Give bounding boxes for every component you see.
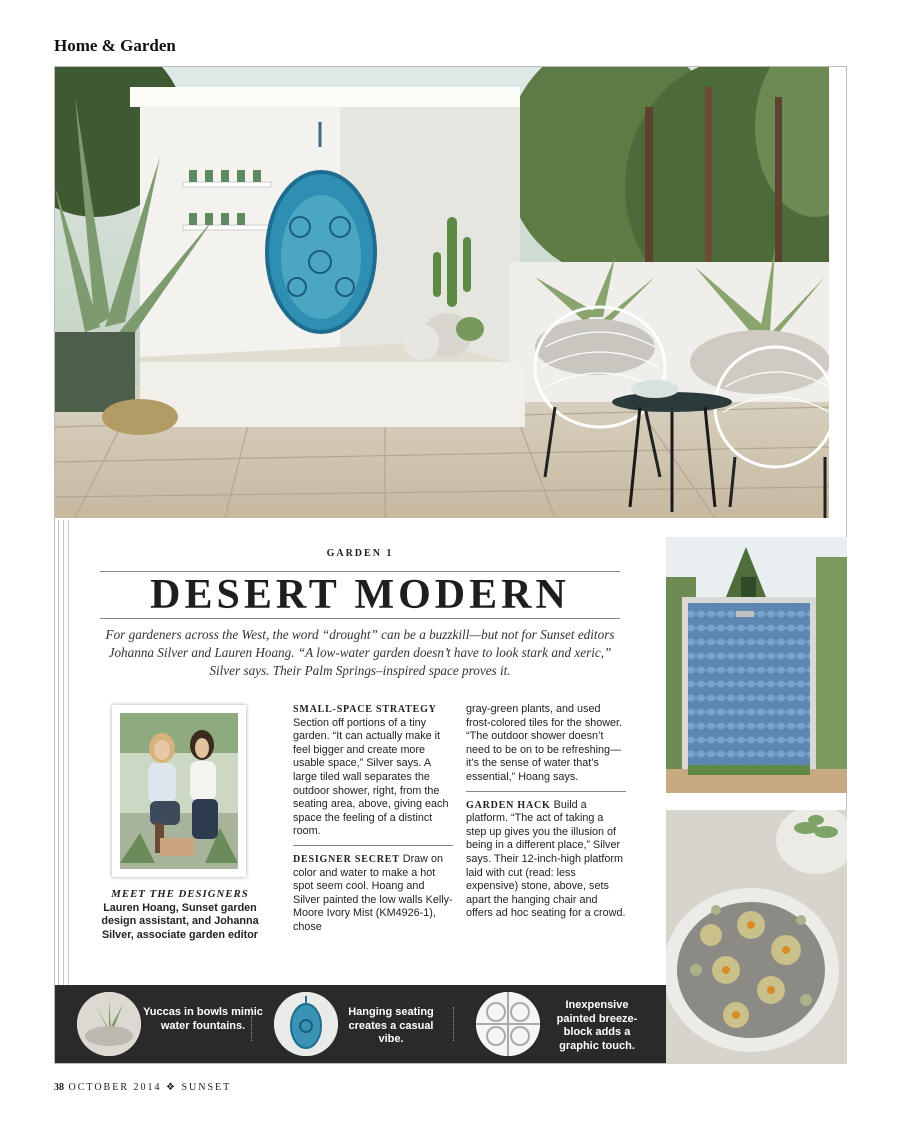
patio-garden-illustration bbox=[55, 67, 829, 518]
yucca-icon bbox=[77, 992, 141, 1056]
hero-photo bbox=[55, 67, 829, 518]
small-space-heading: SMALL-SPACE STRATEGY bbox=[293, 704, 437, 715]
article-kicker: GARDEN 1 bbox=[326, 548, 394, 559]
caption-hanging-seating: Hanging seating creates a casual vibe. bbox=[348, 1006, 434, 1045]
meet-designers-caption bbox=[100, 888, 260, 942]
bottom-caption-bar bbox=[55, 985, 666, 1063]
caption-yuccas: Yuccas in bowls mimic water fountains. bbox=[143, 1006, 263, 1032]
caption-breeze-block: Inexpensive painted breeze-block adds a graphic touch. bbox=[556, 999, 638, 1052]
breeze-block-thumbnail bbox=[476, 992, 540, 1056]
yucca-bowl-thumbnail bbox=[77, 992, 141, 1056]
text-column-2 bbox=[466, 703, 626, 921]
hanging-chair-thumbnail bbox=[274, 992, 338, 1056]
designer-secret-heading: DESIGNER SECRET bbox=[293, 853, 400, 865]
meet-designers-title: MEET THE DESIGNERS bbox=[111, 888, 249, 900]
caption-divider bbox=[453, 1007, 454, 1041]
garden-hack-heading: GARDEN HACK bbox=[466, 799, 551, 811]
column-separator bbox=[466, 791, 626, 792]
article-dek: For gardeners across the West, the word “drought” can be a buzzkill—but not for Sunset editors Johanna Silver and Lauren Hoang. “A low-water garden doesn’t have to look stark and xeric,” Silver says. Their Palm Springs–inspired space proves it. bbox=[105, 627, 615, 678]
designers-portrait bbox=[112, 705, 246, 877]
meet-designers-text: Lauren Hoang, Sunset garden design assistant, and Johanna Silver, associate garden editor bbox=[101, 901, 259, 941]
text-column-1 bbox=[293, 703, 453, 935]
garden-hack-body: Build a platform. “The act of taking a step up gives you the illusion of being in a different place,” Silver says. Their 12-inch-high platform laid with cut (read: less expensive) stone, above, sets apart the hanging chair and offers ad hoc seating for a crowd. bbox=[466, 798, 626, 920]
breeze-block-icon bbox=[476, 992, 540, 1056]
cactus-bowl-photo bbox=[666, 810, 847, 1064]
caption-divider bbox=[251, 1007, 252, 1041]
shower-wall-photo bbox=[666, 537, 847, 793]
page-footer bbox=[54, 1082, 231, 1093]
page-number: 38 bbox=[54, 1082, 64, 1093]
decorative-lines bbox=[56, 520, 74, 986]
tiled-shower-illustration bbox=[666, 537, 847, 793]
magazine-name: SUNSET bbox=[181, 1082, 232, 1093]
footer-separator-icon: ❖ bbox=[166, 1082, 177, 1093]
cactus-bowl-illustration bbox=[666, 810, 847, 1064]
headline-bottom-rule bbox=[100, 618, 620, 619]
section-label: Home & Garden bbox=[54, 36, 176, 55]
designers-photo-illustration bbox=[120, 713, 238, 869]
issue-date: OCTOBER 2014 bbox=[68, 1082, 162, 1093]
designer-secret-body: Draw on color and water to make a hot spot seem cool. Hoang and Silver painted the low walls Kelly-Moore Ivory Mist (KM4926-1), chose bbox=[293, 852, 453, 933]
small-space-body: Section off portions of a tiny garden. “It can actually make it feel bigger and create more usable space,” Silver says. A large tiled wall separates the outdoor shower, right, from the seating area, above, giving each space the feeling of a distinct room. bbox=[293, 716, 449, 838]
article-headline: DESERT MODERN bbox=[150, 572, 570, 618]
column-separator bbox=[293, 845, 453, 846]
continued-body: gray-green plants, and used frost-colored tiles for the shower. “The outdoor shower doesn’t need to be on to be refreshing—it’s the sense of water that’s essential,” Hoang says. bbox=[466, 703, 623, 783]
hanging-chair-icon bbox=[274, 992, 338, 1056]
